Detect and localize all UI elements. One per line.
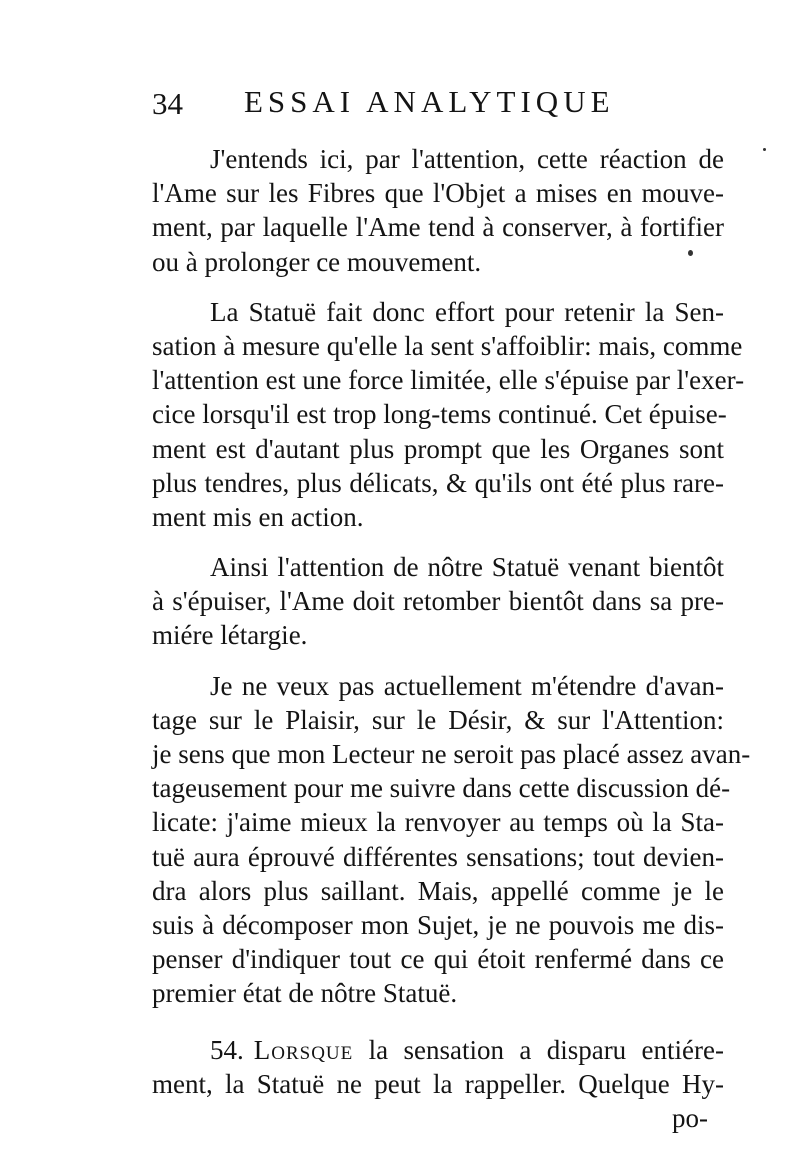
paragraph-attention-definition xyxy=(152,142,724,279)
running-title: ESSAI ANALYTIQUE xyxy=(244,84,615,119)
page-number: 34 xyxy=(152,86,183,121)
paragraph-author-note xyxy=(152,669,751,1011)
text-line: dra alors plus saillant. Mais, appellé comme je le xyxy=(152,875,724,906)
paragraph-gap xyxy=(152,653,724,669)
text-line: tuë aura éprouvé différentes sensations; tout devien- xyxy=(152,841,724,872)
page-header xyxy=(150,84,710,128)
text-line: premier état de nôtre Statuë. xyxy=(152,978,458,1009)
text-line: tage sur le Plaisir, sur le Désir, & sur l'Attention: xyxy=(152,704,724,735)
text-line: licate: j'aime mieux la renvoyer au temps où la Sta- xyxy=(152,807,724,838)
section-opening-word: Lorsque xyxy=(253,1034,354,1065)
text-line: ou à prolonger ce mouvement. xyxy=(152,246,482,277)
section-54 xyxy=(152,1033,724,1136)
text-line: tageusement pour me suivre dans cette discussion dé- xyxy=(152,773,731,804)
text-line: Je ne veux pas actuellement m'étendre d'avan- xyxy=(210,670,724,701)
paragraph-gap xyxy=(152,1011,724,1033)
text-line: Ainsi l'attention de nôtre Statuë venant bientôt xyxy=(210,552,724,583)
text-line: ment est d'autant plus prompt que les Organes sont xyxy=(152,433,724,464)
text-line: l'Ame sur les Fibres que l'Objet a mises en mouve- xyxy=(152,178,724,209)
text-line: je sens que mon Lecteur ne seroit pas placé assez avan- xyxy=(152,739,751,769)
paragraph-gap xyxy=(152,534,724,550)
body-text xyxy=(152,142,751,1135)
text-line: à s'épuiser, l'Ame doit retomber bientôt dans sa pre- xyxy=(152,586,724,617)
text-line: cice lorsqu'il est trop long-tems continué. Cet épuise- xyxy=(152,399,727,430)
text-line: sation à mesure qu'elle la sent s'affoiblir: mais, comme xyxy=(152,330,743,361)
text-line: plus tendres, plus délicats, & qu'ils ont été plus rare- xyxy=(152,467,724,498)
section-number: 54. xyxy=(210,1034,244,1065)
text-line: J'entends ici, par l'attention, cette réaction de xyxy=(210,144,724,174)
text-line: ment, par laquelle l'Ame tend à conserver, à fortifier xyxy=(152,212,724,243)
paragraph-gap xyxy=(152,279,724,295)
text-line: penser d'indiquer tout ce qui étoit renfermé dans ce xyxy=(152,944,724,975)
section-line-rest: la sensation a disparu entiére- xyxy=(368,1034,724,1065)
text-line: ment mis en action. xyxy=(152,501,364,532)
catchword: po- xyxy=(672,1102,708,1133)
text-line: miére létargie. xyxy=(152,620,308,651)
paragraph-statue-effort xyxy=(152,295,745,534)
text-line: l'attention est une force limitée, elle s'épuise par l'exer- xyxy=(152,365,745,396)
ink-speck xyxy=(763,148,766,151)
section-opening-line xyxy=(152,1033,724,1067)
text-line: La Statuë fait donc effort pour retenir la Sen- xyxy=(210,296,724,327)
text-line: suis à décomposer mon Sujet, je ne pouvois me dis- xyxy=(152,909,724,940)
paragraph-lethargy xyxy=(152,550,724,653)
text-line: ment, la Statuë ne peut la rappeller. Quelque Hy- xyxy=(152,1068,724,1099)
